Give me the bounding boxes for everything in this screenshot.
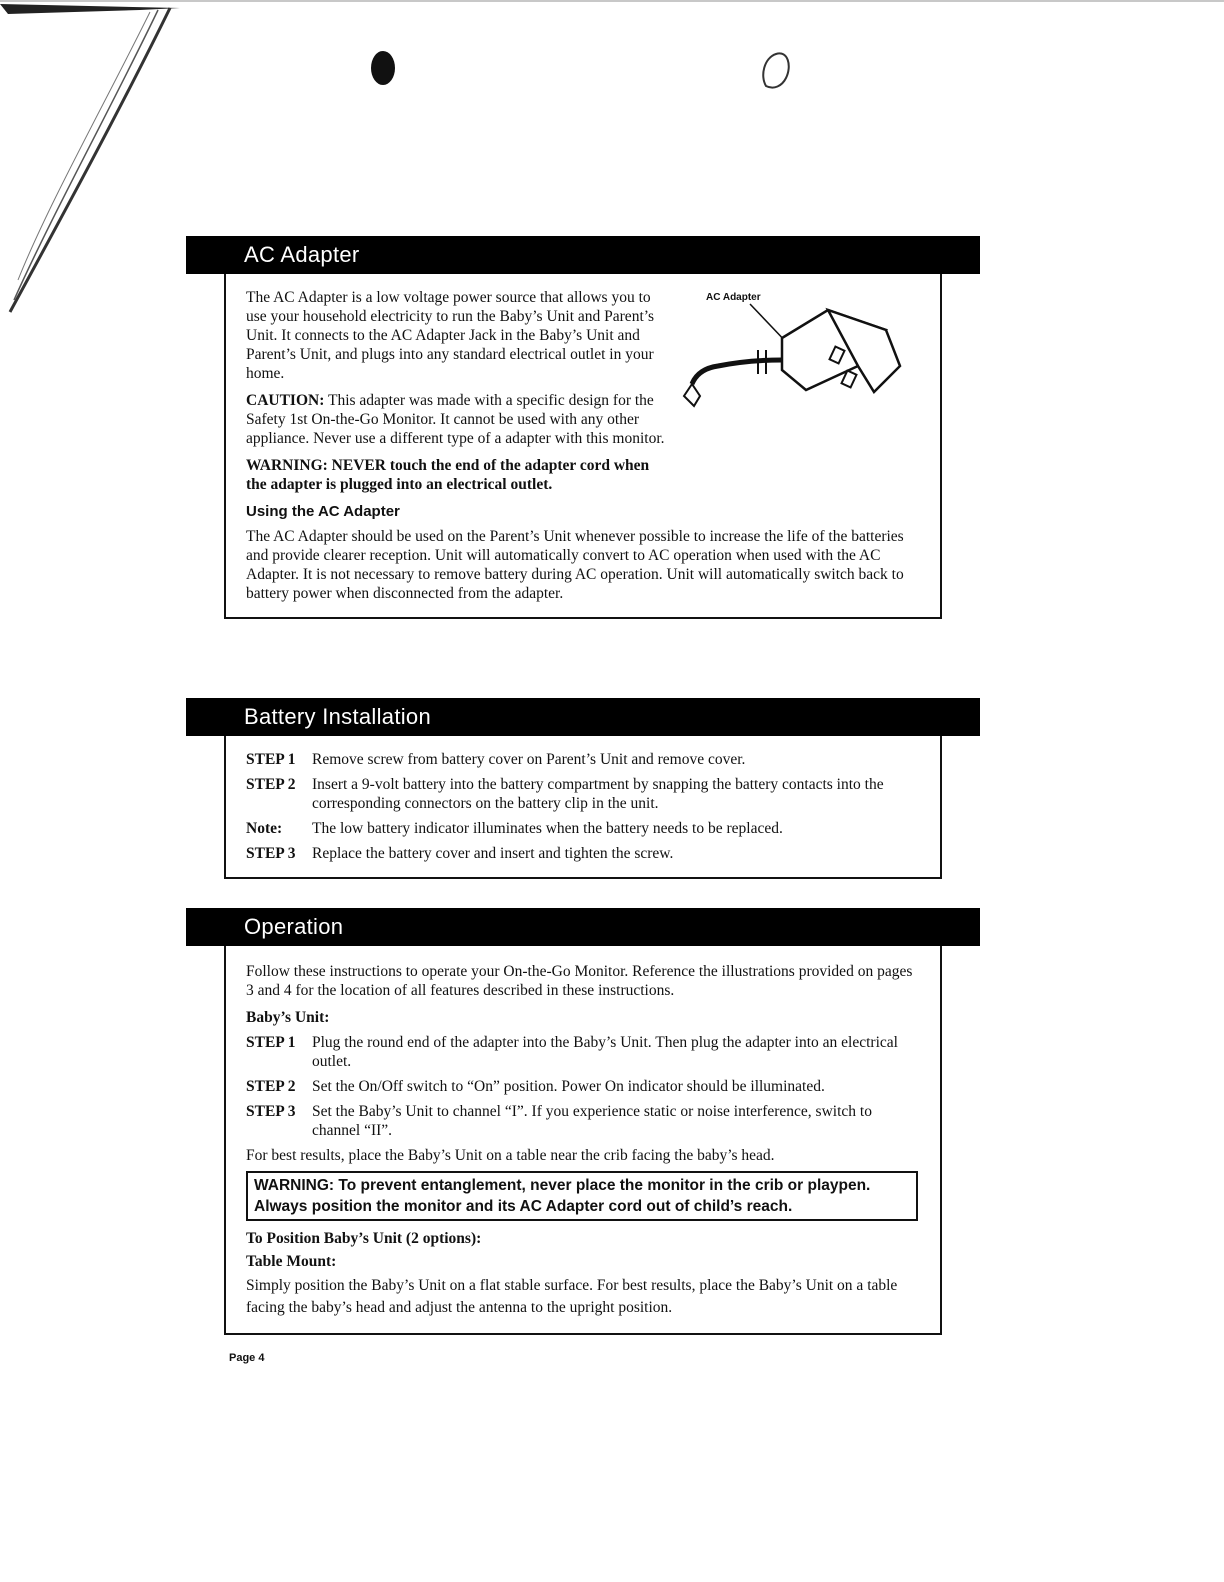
caution-text: This adapter was made with a specific design for the Safety 1st On-the-Go Monitor. It cannot be used with any other appliance. Never use a different type of a adapter with this monitor.	[246, 392, 665, 447]
step-text: Set the On/Off switch to “On” position. Power On indicator should be illuminated.	[312, 1078, 825, 1095]
punch-hole-mark-outline	[756, 46, 796, 92]
battery-step	[246, 844, 918, 863]
step-label: STEP 3	[246, 845, 296, 862]
battery-step	[246, 750, 918, 769]
ac-adapter-body	[224, 274, 942, 619]
operation-step	[246, 1102, 918, 1140]
step-label: STEP 3	[246, 1103, 296, 1120]
operation-intro: Follow these instructions to operate your On-the-Go Monitor. Reference the illustrations provided on pages 3 and 4 for the location of all features described in these instructions.	[246, 963, 913, 999]
operation-body	[224, 946, 942, 1335]
punch-hole-mark	[366, 46, 400, 90]
ac-adapter-figure-label: AC Adapter	[706, 292, 761, 303]
operation-step	[246, 1033, 918, 1071]
ac-adapter-figure	[678, 288, 918, 438]
caution-label: CAUTION:	[246, 392, 325, 409]
note-label: Note:	[246, 820, 283, 837]
step-text: Set the Baby’s Unit to channel “I”. If you experience static or noise interference, switch to channel “II”.	[312, 1103, 872, 1139]
battery-installation-body	[224, 736, 942, 879]
ac-caution	[246, 391, 672, 448]
step-label: STEP 2	[246, 1078, 296, 1095]
operation-heading: Operation	[186, 908, 980, 946]
step-text: Insert a 9-volt battery into the battery compartment by snapping the battery contacts into the corresponding connectors on the battery clip in the unit.	[312, 776, 884, 812]
battery-note	[246, 819, 918, 838]
battery-step	[246, 775, 918, 813]
babys-unit-heading: Baby’s Unit:	[246, 1009, 330, 1026]
step-label: STEP 1	[246, 1034, 296, 1051]
ac-adapter-section	[186, 236, 980, 619]
entanglement-warning: WARNING: To prevent entanglement, never place the monitor in the crib or playpen. Always position the monitor and its AC Adapter cord out of child’s reach.	[246, 1171, 918, 1221]
page-number: Page 4	[229, 1352, 265, 1364]
step-text: Replace the battery cover and insert and tighten the screw.	[312, 845, 674, 862]
table-mount-text: Simply position the Baby’s Unit on a flat stable surface. For best results, place the Baby’s Unit on a table facing the baby’s head and adjust the antenna to the upright position.	[246, 1277, 898, 1316]
step-label: STEP 1	[246, 751, 296, 768]
ac-adapter-heading: AC Adapter	[186, 236, 980, 274]
step-text: Plug the round end of the adapter into the Baby’s Unit. Then plug the adapter into an electrical outlet.	[312, 1034, 898, 1070]
position-heading: To Position Baby’s Unit (2 options):	[246, 1230, 482, 1247]
ac-warning: WARNING: NEVER touch the end of the adapter cord when the adapter is plugged into an electrical outlet.	[246, 457, 650, 493]
step-label: STEP 2	[246, 776, 296, 793]
operation-step	[246, 1077, 918, 1096]
table-mount-heading: Table Mount:	[246, 1253, 337, 1270]
best-results-text: For best results, place the Baby’s Unit on a table near the crib facing the baby’s head.	[246, 1147, 775, 1164]
note-text: The low battery indicator illuminates when the battery needs to be replaced.	[312, 820, 783, 837]
operation-section	[186, 908, 980, 1335]
step-text: Remove screw from battery cover on Parent’s Unit and remove cover.	[312, 751, 746, 768]
scan-corner-artifact	[0, 0, 200, 320]
battery-installation-section	[186, 698, 980, 879]
using-ac-adapter-heading: Using the AC Adapter	[246, 503, 400, 520]
using-ac-adapter-text: The AC Adapter should be used on the Parent’s Unit whenever possible to increase the life of the batteries and provide clearer reception. Unit will automatically convert to AC operation when used with the AC Adapter. It is not necessary to remove battery during AC operation. Unit will automatically switch back to battery power when disconnected from the adapter.	[246, 528, 904, 602]
battery-installation-heading: Battery Installation	[186, 698, 980, 736]
ac-intro: The AC Adapter is a low voltage power source that allows you to use your household electricity to run the Baby’s Unit and Parent’s Unit. It connects to the AC Adapter Jack in the Baby’s Unit and Parent’s Unit, and plugs into any standard electrical outlet in your home.	[246, 289, 655, 382]
ac-adapter-icon	[678, 288, 918, 438]
